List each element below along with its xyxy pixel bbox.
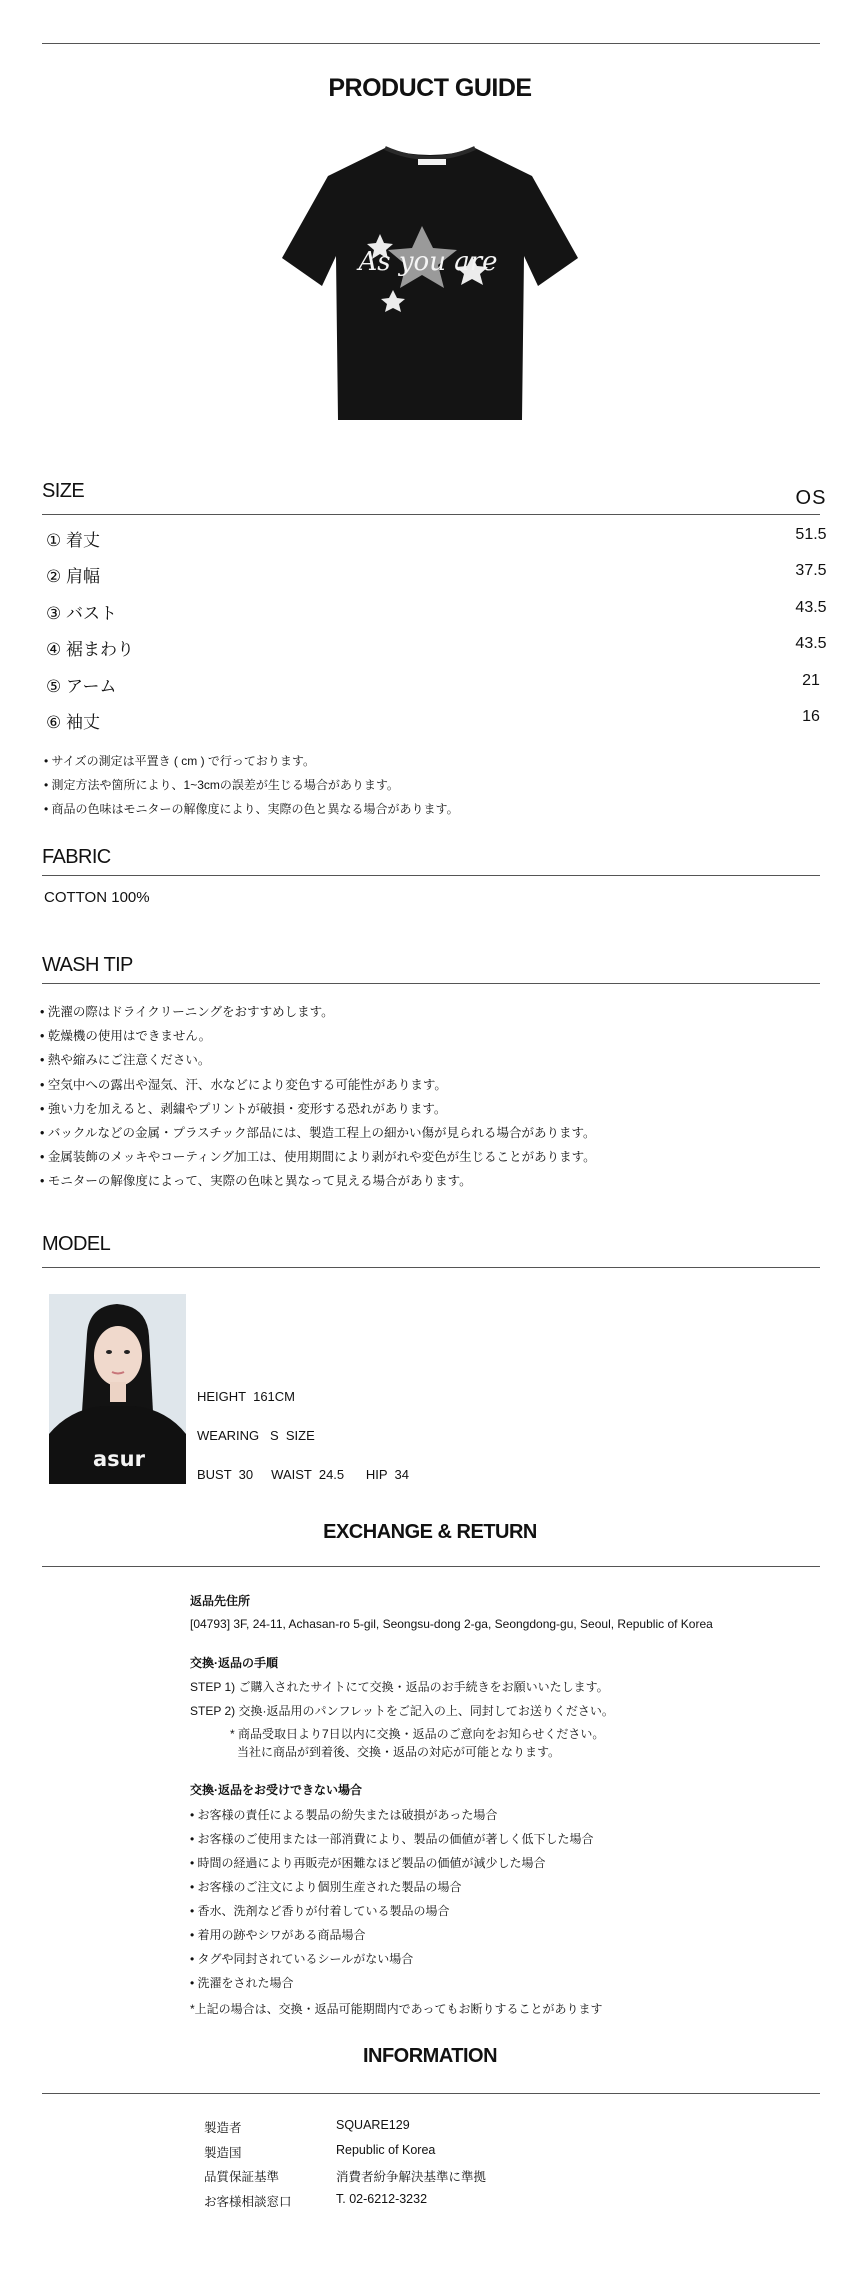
size-row-label: ③ バスト: [46, 603, 117, 623]
exchange-footnote: *上記の場合は、交換・返品可能期間内であってもお断りすることがあります: [190, 2002, 603, 2016]
step-note-2: 当社に商品が到着後、交換・返品の対応が可能となります。: [237, 1745, 561, 1759]
model-illustration: [49, 1294, 186, 1484]
svg-text:As you are: As you are: [358, 247, 498, 277]
size-row: [46, 708, 820, 732]
size-row-value: 21: [802, 671, 820, 689]
top-divider: [42, 43, 820, 44]
step-1: STEP 1) ご購入されたサイトにて交換・返品のお手続きをお願いいたします。: [190, 1680, 609, 1694]
not-accept-title: 交換·返品をお受けできない場合: [190, 1783, 362, 1797]
model-height: HEIGHT 161CM: [197, 1389, 296, 1404]
return-address-title: 返品先住所: [190, 1594, 251, 1608]
information-key: 品質保証基準: [204, 2170, 280, 2184]
exchange-title: EXCHANGE & RETURN: [323, 1521, 537, 1543]
step-2: STEP 2) 交換·返品用のパンフレットをご記入の上、同封してお送りください。: [190, 1704, 614, 1718]
not-accept-item: • お客様のご使用または一部消費により、製品の価値が著しく低下した場合: [190, 1832, 594, 1846]
size-row-value: 37.5: [795, 562, 827, 580]
not-accept-item: • 洗濯をされた場合: [190, 1976, 294, 1990]
wash-tip-item: • モニターの解像度によって、実際の色味と異なって見える場合があります。: [40, 1174, 472, 1189]
size-row: [46, 672, 820, 696]
fabric-value: COTTON 100%: [44, 889, 150, 906]
wash-tip-item: • 乾燥機の使用はできません。: [40, 1029, 212, 1044]
information-title: INFORMATION: [362, 2045, 498, 2067]
not-accept-item: • 香水、洗剤など香りが付着している製品の場合: [190, 1904, 450, 1918]
wash-tip-item: • 金属装飾のメッキやコーティング加工は、使用期間により剥がれや変色が生じることがあります。: [40, 1150, 596, 1165]
information-value: SQUARE129: [336, 2118, 410, 2132]
wash-tip-item: • バックルなどの金属・プラスチック部品には、製造工程上の細かい傷が見られる場合があります。: [40, 1126, 596, 1140]
model-title: MODEL: [42, 1233, 111, 1255]
wash-tip-item: • 熱や縮みにご注意ください。: [40, 1053, 211, 1068]
model-photo: [49, 1294, 186, 1484]
size-row-value: 43.5: [795, 598, 827, 616]
size-row-label: ⑥ 袖丈: [46, 713, 100, 732]
fabric-divider: [42, 875, 820, 876]
not-accept-item: • 時間の経過により再販売が困難なほど製品の価値が減少した場合: [190, 1856, 546, 1870]
size-row-value: 16: [802, 708, 820, 725]
size-title: SIZE: [42, 480, 85, 502]
size-row: [46, 598, 827, 623]
information-value: Republic of Korea: [336, 2142, 436, 2157]
size-row-value: 43.5: [795, 635, 827, 653]
information-key: 製造国: [204, 2145, 242, 2160]
tshirt-illustration: [280, 138, 580, 428]
size-row-value: 51.5: [795, 526, 827, 543]
svg-text:asur: asur: [93, 1447, 145, 1471]
size-row-label: ④ 裾まわり: [46, 640, 134, 660]
fabric-title: FABRIC: [42, 846, 111, 868]
size-divider: [42, 514, 820, 515]
not-accept-item: • 着用の跡やシワがある商品場合: [190, 1928, 366, 1942]
not-accept-item: • タグや同封されているシールがない場合: [190, 1952, 414, 1966]
step-note-1: * 商品受取日より7日以内に交換・返品のご意向をお知らせください。: [230, 1727, 605, 1741]
wash-tip-item: • 洗濯の際はドライクリーニングをおすすめします。: [40, 1005, 334, 1019]
page-title: PRODUCT GUIDE: [328, 74, 532, 102]
size-note: • 商品の色味はモニターの解像度により、実際の色と異なる場合があります。: [44, 802, 459, 816]
model-divider: [42, 1267, 820, 1268]
model-wearing: WEARING S SIZE: [197, 1428, 315, 1443]
information-key: 製造者: [204, 2121, 242, 2135]
exchange-divider: [42, 1566, 820, 1567]
size-row: [46, 635, 827, 660]
information-value: T. 02-6212-3232: [336, 2191, 428, 2206]
size-note: • 測定方法や箇所により、1~3cmの誤差が生じる場合があります。: [44, 778, 399, 792]
wash-tip-item: • 強い力を加えると、剥繍やプリントが破損・変形する恐れがあります。: [40, 1101, 447, 1116]
product-image: [280, 138, 580, 428]
not-accept-item: • お客様のご注文により個別生産された製品の場合: [190, 1880, 462, 1894]
size-row-label: ① 着丈: [46, 531, 100, 550]
model-measurements: BUST 30 WAIST 24.5 HIP 34: [197, 1467, 409, 1482]
not-accept-item: • お客様の責任による製品の紛失または破損があった場合: [190, 1808, 498, 1822]
information-key: お客様相談窓口: [204, 2194, 292, 2209]
information-value: 消費者紛争解決基準に準拠: [336, 2170, 487, 2184]
size-row: [46, 562, 827, 587]
procedure-title: 交換·返品の手順: [190, 1656, 278, 1670]
size-column-header: OS: [795, 487, 827, 509]
information-divider: [42, 2093, 820, 2094]
wash-tip-title: WASH TIP: [42, 954, 133, 976]
size-row-label: ② 肩幅: [46, 567, 100, 587]
return-address: [04793] 3F, 24-11, Achasan-ro 5-gil, Seongsu-dong 2-ga, Seongdong-gu, Seoul, Republic of Korea: [190, 1617, 713, 1631]
size-row: [46, 526, 827, 550]
wash-tip-item: • 空気中への露出や湿気、汗、水などにより変色する可能性があります。: [40, 1077, 447, 1092]
size-note: • サイズの測定は平置き ( cm ) で行っております。: [44, 754, 315, 768]
size-row-label: ⑤ アーム: [46, 676, 117, 696]
wash-tip-divider: [42, 983, 820, 984]
